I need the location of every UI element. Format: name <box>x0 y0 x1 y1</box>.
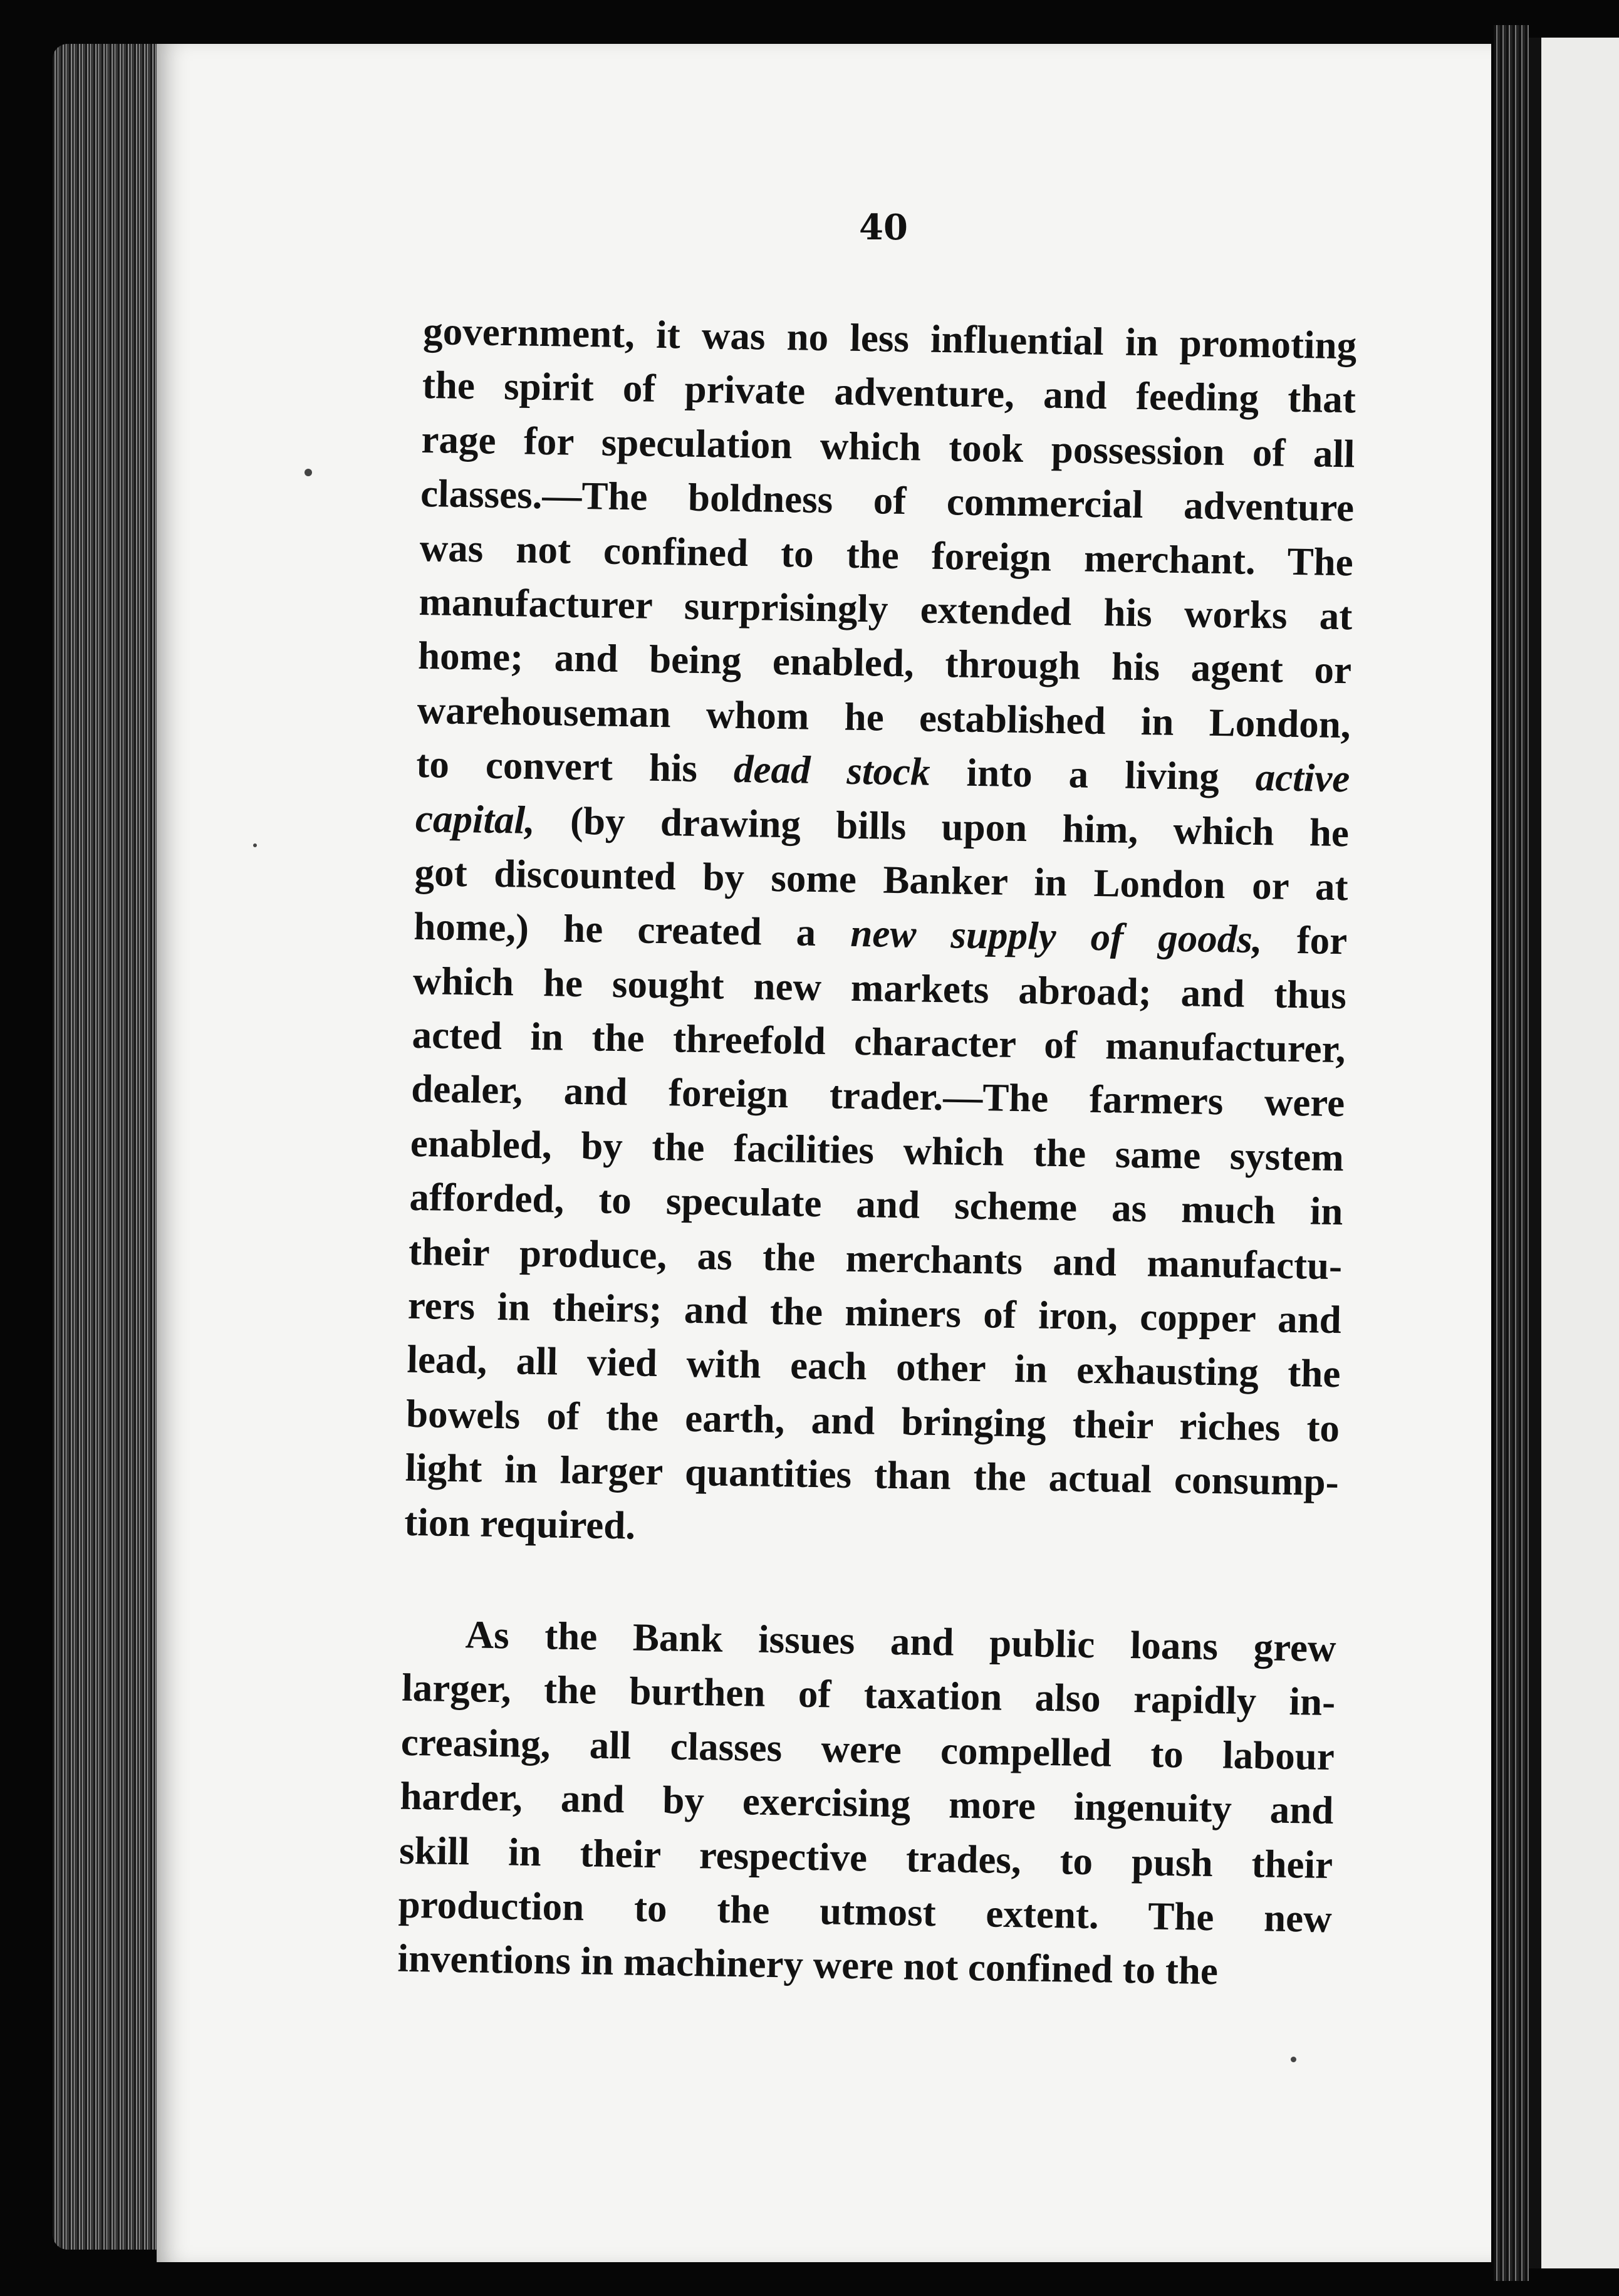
text-run: dealer, and foreign trader.—The farmers were <box>410 1067 1345 1125</box>
paragraph <box>404 304 1357 1563</box>
text-run: As the Bank issues and public loans grew <box>465 1612 1337 1671</box>
text-run: was not confined to the foreign merchant. The <box>419 525 1354 584</box>
italic-run: active <box>1255 755 1350 801</box>
text-run: enabled, by the facilities which the same system <box>410 1120 1345 1180</box>
text-run: home; and being enabled, through his agent or <box>417 634 1352 692</box>
text-run: manufacturer surprisingly extended his works at <box>418 579 1353 639</box>
text-run: harder, and by exercising more ingenuity and <box>400 1773 1334 1833</box>
page-number: 40 <box>859 207 908 248</box>
text-run: for <box>1262 917 1348 963</box>
italic-run: new supply of goods, <box>850 911 1263 962</box>
text-run: classes.—The boldness of commercial adventure <box>420 471 1355 530</box>
right-page-edges <box>1494 25 1529 2281</box>
paragraph <box>397 1607 1336 2000</box>
speck <box>305 469 312 476</box>
text-run: to convert his <box>415 742 734 791</box>
text-run: which he sought new markets abroad; and thus <box>412 958 1347 1017</box>
text-run: acted in the threefold character of manufacturer, <box>412 1012 1346 1072</box>
body-text <box>397 304 1357 2000</box>
text-run: larger, the burthen of taxation also rapidly in- <box>401 1666 1336 1725</box>
speck <box>253 843 257 847</box>
facing-page-sliver <box>1529 38 1619 2268</box>
text-run: skill in their respective trades, to push their <box>398 1828 1333 1887</box>
text-run: home,) he created a <box>413 904 851 956</box>
speck <box>1291 2057 1296 2062</box>
text-run: tion required. <box>403 1500 636 1548</box>
book-page-edges <box>53 44 172 2250</box>
text-run: inventions in machinery were not confined to the <box>397 1936 1219 1993</box>
text-run: their produce, as the merchants and manufactu- <box>408 1229 1343 1288</box>
text-run: into a living <box>930 749 1256 800</box>
text-run: government, it was no less influential in promoting <box>422 308 1357 368</box>
italic-run: dead stock <box>733 746 931 794</box>
text-run: production to the utmost extent. The new <box>398 1882 1333 1941</box>
text-run: warehouseman whom he established in London, <box>417 687 1351 747</box>
italic-run: capital, <box>415 796 536 842</box>
text-run: got discounted by some Banker in London or at <box>414 850 1349 909</box>
text-run: the spirit of private adventure, and feeding that <box>422 363 1356 422</box>
text-run: bowels of the earth, and bringing their riches to <box>405 1391 1340 1450</box>
text-run: afforded, to speculate and scheme as much in <box>409 1175 1343 1234</box>
text-run: rage for speculation which took possession of all <box>421 417 1355 476</box>
text-run: lead, all vied with each other in exhausting the <box>406 1337 1341 1396</box>
text-run: rers in theirs; and the miners of iron, copper and <box>407 1283 1342 1342</box>
text-run: creasing, all classes were compelled to labour <box>400 1719 1335 1778</box>
text-run: light in larger quantities than the actual consump- <box>405 1445 1340 1505</box>
text-run: (by drawing bills upon him, which he <box>534 798 1350 855</box>
